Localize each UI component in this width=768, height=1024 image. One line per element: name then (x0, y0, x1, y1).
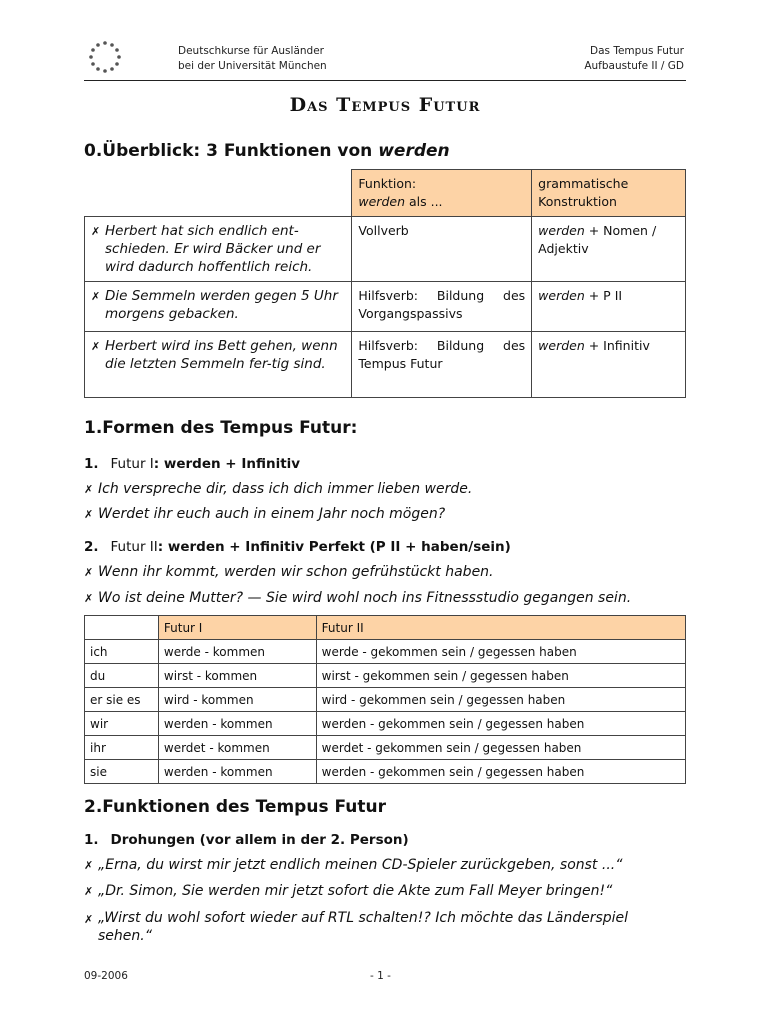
conjugation-row (85, 712, 686, 736)
x-mark-icon: ✗ (91, 340, 101, 353)
subheading-label: Futur I (110, 456, 154, 472)
example-line (84, 564, 494, 580)
header-divider (84, 80, 686, 81)
subheading-futur-1 (84, 456, 300, 472)
overview-funktion-cell (352, 282, 532, 332)
example-text: „Dr. Simon, Sie werden mir jetzt sofort die Akte zum Fall Meyer bringen!“ (98, 883, 613, 899)
x-mark-icon: ✗ (91, 290, 101, 303)
overview-example-text: Die Semmeln werden gegen 5 Uhr morgens gebacken. (105, 288, 338, 322)
futur-2-cell: werde - gekommen sein / gegessen haben (316, 640, 685, 664)
conjugation-header-futur-2: Futur II (316, 616, 685, 640)
futur-1-cell: wirst - kommen (158, 664, 316, 688)
futur-1-cell: werden - kommen (158, 712, 316, 736)
x-mark-icon: ✗ (84, 859, 94, 872)
pronoun-cell: ich (85, 640, 159, 664)
x-mark-icon: ✗ (91, 225, 101, 238)
example-text: Wenn ihr kommt, werden wir schon gefrühstückt haben. (98, 564, 494, 580)
example-line (84, 506, 445, 522)
section-2-heading: 2.Funktionen des Tempus Futur (84, 797, 386, 817)
overview-table (84, 169, 686, 398)
konstruktion-rest: + Infinitiv (584, 338, 650, 353)
futur-1-cell: werde - kommen (158, 640, 316, 664)
funktion-text-2: Vorgangspassivs (358, 306, 463, 321)
x-mark-icon: ✗ (84, 566, 94, 579)
conjugation-table (84, 615, 686, 784)
section-0-heading-word: werden (378, 141, 450, 161)
pronoun-cell: du (85, 664, 159, 688)
futur-2-cell: wirst - gekommen sein / gegessen haben (316, 664, 685, 688)
conjugation-row (85, 760, 686, 784)
futur-2-cell: werdet - gekommen sein / gegessen haben (316, 736, 685, 760)
overview-header-blank (85, 170, 352, 217)
header-institution (178, 44, 327, 74)
futur-1-cell: werden - kommen (158, 760, 316, 784)
overview-example-cell (85, 217, 352, 282)
section-1-heading: 1.Formen des Tempus Futur: (84, 418, 358, 438)
header-doc-line2: Aufbaustufe II / GD (584, 60, 684, 72)
conjugation-row (85, 688, 686, 712)
conjugation-row (85, 736, 686, 760)
funktion-text: Hilfsverb: Bildung des (358, 338, 526, 353)
conjugation-header-futur-1: Futur I (158, 616, 316, 640)
example-text: „Wirst du wohl sofort wieder auf RTL schalten!? Ich möchte das Länderspiel sehen.“ (98, 910, 629, 944)
subheading-number: 1. (84, 832, 99, 848)
overview-row-3 (85, 332, 686, 398)
conjugation-header-row (85, 616, 686, 640)
x-mark-icon: ✗ (84, 483, 94, 496)
overview-row-1 (85, 217, 686, 282)
section-0-heading-text: 0.Überblick: 3 Funktionen von (84, 141, 373, 161)
example-text: Werdet ihr euch auch in einem Jahr noch mögen? (98, 506, 446, 522)
pronoun-cell: ihr (85, 736, 159, 760)
overview-konstruktion-cell (532, 217, 686, 282)
section-0-heading (84, 141, 450, 161)
example-line (84, 481, 472, 497)
conjugation-row (85, 640, 686, 664)
futur-1-cell: werdet - kommen (158, 736, 316, 760)
overview-table-header-row (85, 170, 686, 217)
document-title: Das Tempus Futur (289, 94, 481, 116)
x-mark-icon: ✗ (84, 508, 94, 521)
conjugation-row (85, 664, 686, 688)
example-text: Ich verspreche dir, dass ich dich immer lieben werde. (98, 481, 473, 497)
funktion-text-2: Tempus Futur (358, 356, 443, 371)
example-line (84, 590, 631, 606)
futur-2-cell: werden - gekommen sein / gegessen haben (316, 760, 685, 784)
overview-header-konstruktion: grammatische Konstruktion (532, 170, 686, 217)
futur-2-cell: wird - gekommen sein / gegessen haben (316, 688, 685, 712)
subheading-rest: : werden + Infinitiv Perfekt (P II + haben/sein) (157, 539, 511, 555)
header-document-info (584, 44, 684, 74)
header-funktion-rest: als ... (405, 194, 443, 209)
subheading-number: 2. (84, 539, 99, 555)
overview-example-text: Herbert hat sich endlich ent-schieden. Er wird Bäcker und er wird dadurch hoffentlich reich. (105, 223, 321, 275)
konstruktion-rest: + P II (584, 288, 623, 303)
x-mark-icon: ✗ (84, 913, 94, 926)
header-funktion-line1: Funktion: (358, 176, 417, 191)
dotted-circle-logo (88, 40, 122, 74)
funktion-text: Vollverb (358, 223, 409, 238)
overview-funktion-cell (352, 332, 532, 398)
example-line (84, 883, 684, 899)
futur-1-cell: wird - kommen (158, 688, 316, 712)
overview-example-cell (85, 332, 352, 398)
konstruktion-word: werden (538, 223, 585, 238)
x-mark-icon: ✗ (84, 885, 94, 898)
header-institution-line2: bei der Universität München (178, 60, 327, 72)
header-funktion-line2 (358, 193, 525, 211)
subheading-futur-2 (84, 539, 511, 555)
subheading-rest: : werden + Infinitiv (153, 456, 301, 472)
overview-funktion-cell (352, 217, 532, 282)
conjugation-header-blank (85, 616, 159, 640)
example-line (84, 857, 684, 873)
subheading-drohungen (84, 832, 409, 848)
header-institution-line1: Deutschkurse für Ausländer (178, 45, 324, 57)
example-line (84, 909, 684, 945)
pronoun-cell: wir (85, 712, 159, 736)
subheading-number: 1. (84, 456, 99, 472)
overview-konstruktion-cell (532, 282, 686, 332)
header-doc-line1: Das Tempus Futur (590, 45, 684, 57)
footer-page-number: - 1 - (370, 970, 391, 982)
overview-example-text: Herbert wird ins Bett gehen, wenn die letzten Semmeln fer-tig sind. (105, 338, 338, 372)
x-mark-icon: ✗ (84, 592, 94, 605)
konstruktion-word: werden (538, 288, 585, 303)
header-funktion-word: werden (358, 194, 405, 209)
futur-2-cell: werden - gekommen sein / gegessen haben (316, 712, 685, 736)
example-text: Wo ist deine Mutter? — Sie wird wohl noch ins Fitnessstudio gegangen sein. (98, 590, 632, 606)
overview-konstruktion-cell (532, 332, 686, 398)
pronoun-cell: sie (85, 760, 159, 784)
funktion-text: Hilfsverb: Bildung des (358, 288, 526, 303)
subheading-label: Drohungen (vor allem in der 2. Person) (110, 832, 409, 848)
konstruktion-rest: + Nomen / Adjektiv (538, 223, 657, 256)
example-text: „Erna, du wirst mir jetzt endlich meinen CD-Spieler zurückgeben, sonst ...“ (98, 857, 623, 873)
subheading-label: Futur II (110, 539, 158, 555)
konstruktion-word: werden (538, 338, 585, 353)
pronoun-cell: er sie es (85, 688, 159, 712)
overview-example-cell (85, 282, 352, 332)
overview-header-funktion (352, 170, 532, 217)
overview-row-2 (85, 282, 686, 332)
footer-date: 09-2006 (84, 970, 128, 982)
